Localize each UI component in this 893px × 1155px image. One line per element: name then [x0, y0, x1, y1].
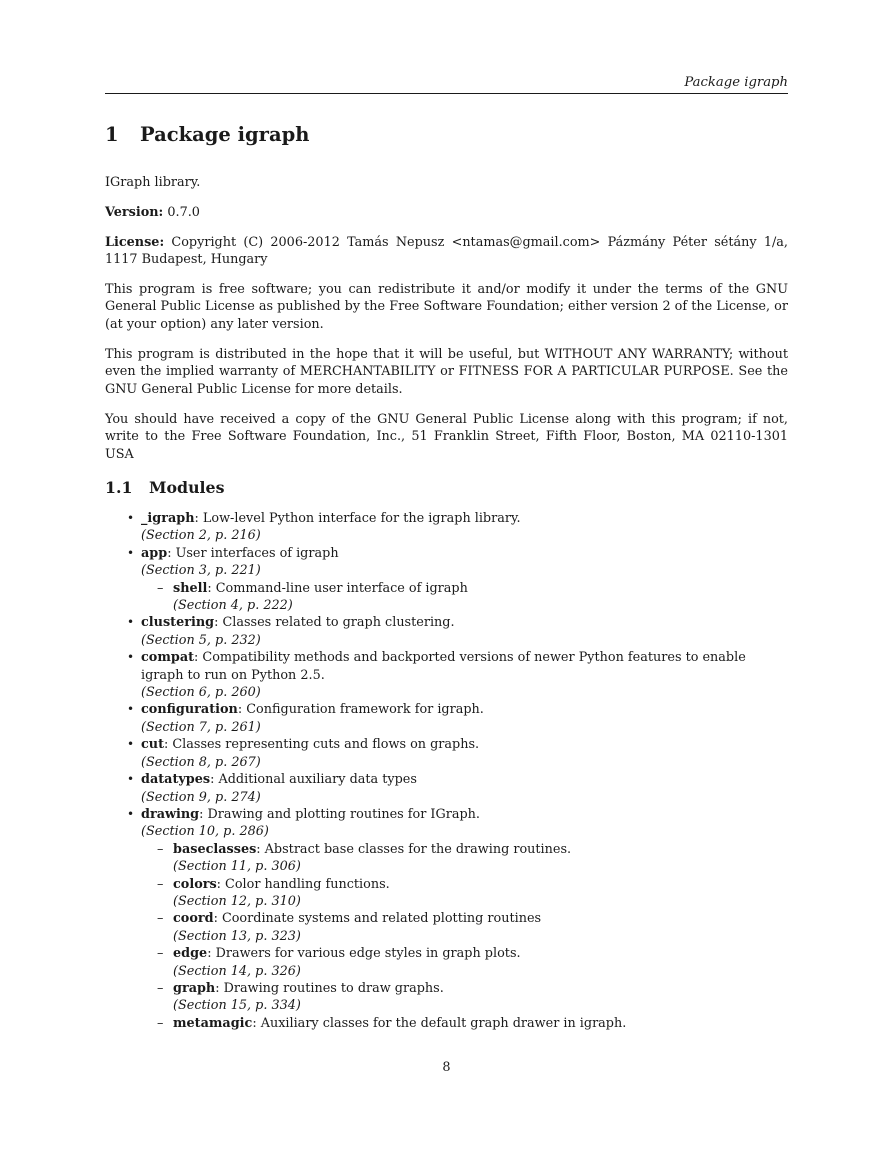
bullet-marker: • [127, 772, 135, 787]
section-reference: (Section 2, p. 216) [141, 528, 261, 544]
module-name: drawing [141, 806, 200, 822]
module-name: app [141, 545, 168, 561]
module-item [105, 614, 788, 649]
module-name: _igraph [141, 511, 195, 526]
section-reference: (Section 4, p. 222) [173, 598, 293, 614]
bullet-marker: • [127, 650, 135, 665]
module-line [173, 945, 788, 962]
section-reference: (Section 3, p. 221) [141, 563, 261, 579]
module-name: colors [173, 876, 217, 892]
module-item [105, 545, 788, 580]
subsection-title: Modules [149, 478, 225, 497]
submodule-item [105, 876, 788, 911]
module-description: : Drawers for various edge styles in graph plots. [207, 946, 521, 962]
section-reference: (Section 15, p. 334) [173, 998, 301, 1014]
module-name: graph [173, 980, 216, 996]
module-line [141, 545, 788, 562]
license-paragraph-2: This program is distributed in the hope that it will be useful, but WITHOUT ANY WARRANTY; without even the implied warranty of MERCHANTABILITY or FITNESS FOR A PARTICULAR PURPOSE. See the GNU General Public License for more details. [105, 347, 788, 397]
subsection-heading [105, 478, 225, 498]
version-line [105, 204, 788, 221]
module-line [141, 649, 788, 684]
submodule-item [105, 1015, 788, 1032]
section-reference: (Section 10, p. 286) [141, 824, 269, 840]
subsection-number: 1.1 [105, 478, 133, 497]
module-name: coord [173, 911, 214, 927]
module-item [105, 510, 788, 545]
module-item [105, 701, 788, 736]
module-description: : Command-line user interface of igraph [207, 580, 468, 596]
module-description: : Configuration framework for igraph. [237, 702, 484, 718]
module-name: compat [141, 650, 195, 666]
module-line [141, 736, 788, 753]
section-reference: (Section 7, p. 261) [141, 719, 261, 735]
module-description: : User interfaces of igraph [167, 545, 339, 561]
dash-marker: – [157, 1015, 164, 1031]
module-name: clustering [141, 615, 215, 631]
module-name: metamagic [173, 1015, 253, 1031]
module-name: baseclasses [173, 841, 257, 857]
dash-marker: – [157, 980, 164, 996]
module-item [105, 771, 788, 806]
license-block [105, 234, 788, 269]
module-line [173, 980, 788, 997]
module-description: : Drawing routines to draw graphs. [215, 980, 444, 996]
section-reference: (Section 13, p. 323) [173, 928, 301, 944]
section-number: 1 [105, 123, 119, 146]
license-paragraph-1: This program is free software; you can redistribute it and/or modify it under the terms of the GNU General Public License as published by the Free Software Foundation; either version 2 of the License, or (at your option) any later version. [105, 282, 788, 332]
module-description: : Classes representing cuts and flows on graphs. [164, 737, 480, 753]
module-description: : Auxiliary classes for the default graph drawer in igraph. [252, 1015, 627, 1031]
module-line [141, 771, 788, 788]
submodule-item [105, 980, 788, 1015]
bullet-marker: • [127, 806, 135, 821]
module-description: : Abstract base classes for the drawing routines. [256, 841, 572, 857]
submodule-item [105, 945, 788, 980]
module-description: : Coordinate systems and related plotting routines [213, 911, 542, 927]
submodule-item [105, 910, 788, 945]
module-item [105, 649, 788, 701]
version-value: 0.7.0 [167, 205, 200, 220]
section-reference: (Section 12, p. 310) [173, 893, 301, 909]
module-line [173, 876, 788, 893]
bullet-marker: • [127, 615, 135, 630]
module-line [141, 614, 788, 631]
module-item [105, 736, 788, 771]
module-name: shell [173, 580, 208, 596]
bullet-marker: • [127, 737, 135, 752]
dash-marker: – [157, 946, 164, 962]
dash-marker: – [157, 841, 164, 857]
submodule-item [105, 841, 788, 876]
modules-list [105, 510, 788, 1032]
section-reference: (Section 11, p. 306) [173, 859, 301, 875]
module-line [141, 510, 788, 527]
running-header: Package igraph [684, 75, 788, 90]
module-name: cut [141, 737, 165, 753]
intro-text: IGraph library. [105, 175, 201, 190]
license-value: Copyright (C) 2006-2012 Tamás Nepusz <ntamas@gmail.com> Pázmány Péter sétány 1/a, 1117 Budapest, Hungary [105, 235, 788, 268]
module-description: : Compatibility methods and backported versions of newer Python features to enable igraph to run on Python 2.5. [141, 650, 746, 683]
module-description: : Additional auxiliary data types [210, 772, 417, 788]
section-reference: (Section 5, p. 232) [141, 632, 261, 648]
module-line [141, 806, 788, 823]
module-description: : Classes related to graph clustering. [214, 615, 455, 631]
module-description: : Low-level Python interface for the igraph library. [194, 511, 521, 526]
module-line [173, 1015, 788, 1032]
license-paragraph-3: You should have received a copy of the GNU General Public License along with this program; if not, write to the Free Software Foundation, Inc., 51 Franklin Street, Fifth Floor, Boston, MA 02110-1301 USA [105, 412, 788, 462]
bullet-marker: • [127, 702, 135, 717]
section-title: Package igraph [140, 123, 310, 146]
header-rule [105, 93, 788, 94]
module-description: : Color handling functions. [216, 876, 390, 892]
dash-marker: – [157, 911, 164, 927]
dash-marker: – [157, 580, 164, 596]
section-reference: (Section 9, p. 274) [141, 789, 261, 805]
module-item [105, 806, 788, 841]
section-reference: (Section 14, p. 326) [173, 963, 301, 979]
bullet-marker: • [127, 511, 135, 525]
dash-marker: – [157, 876, 164, 892]
module-line [141, 701, 788, 718]
module-name: edge [173, 946, 208, 962]
submodule-item [105, 580, 788, 615]
module-line [173, 841, 788, 858]
module-description: : Drawing and plotting routines for IGraph. [199, 806, 480, 822]
license-label: License: [105, 235, 165, 250]
section-reference: (Section 8, p. 267) [141, 754, 261, 770]
module-name: datatypes [141, 772, 211, 788]
version-label: Version: [105, 205, 164, 220]
section-reference: (Section 6, p. 260) [141, 685, 261, 701]
bullet-marker: • [127, 545, 135, 560]
module-name: configuration [141, 702, 238, 718]
module-line [173, 580, 788, 597]
section-heading [105, 123, 309, 147]
page-number: 8 [442, 1060, 451, 1075]
module-line [173, 910, 788, 927]
